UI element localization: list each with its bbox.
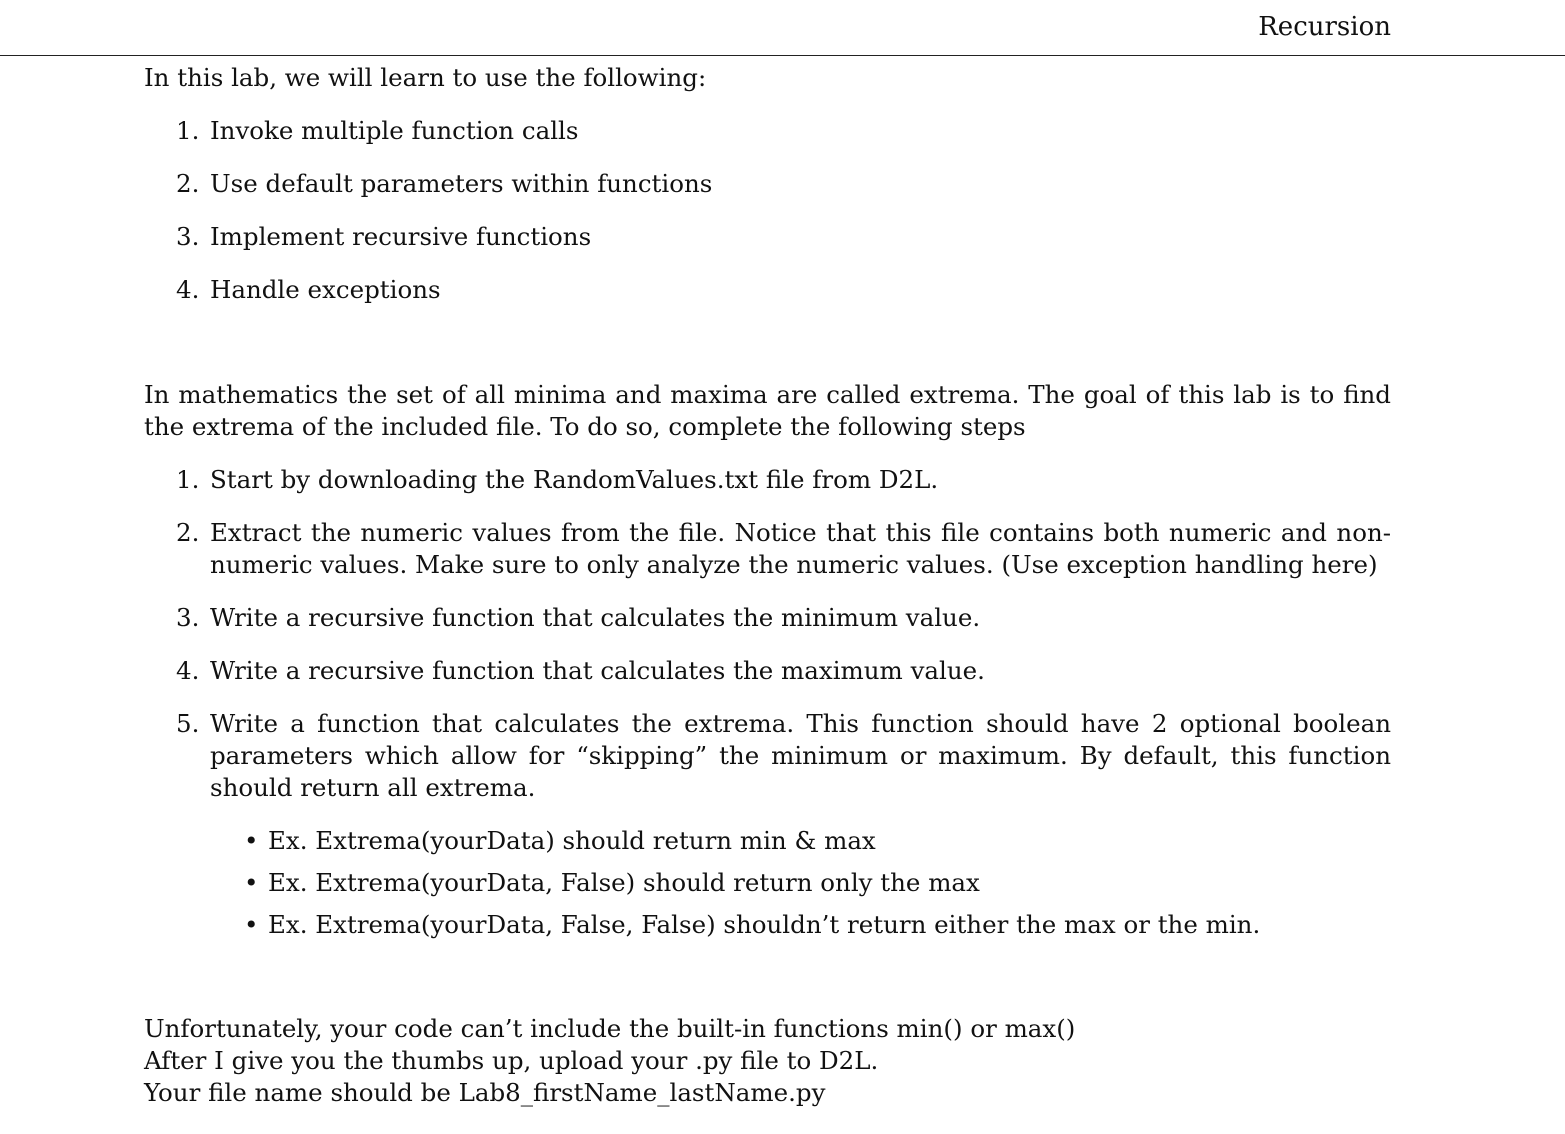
objective-item xyxy=(144,274,1391,306)
bullet-icon: • xyxy=(244,910,259,939)
intro-paragraph: In this lab, we will learn to use the following: xyxy=(144,63,707,92)
objective-text: Invoke multiple function calls xyxy=(210,116,579,145)
step-text: Write a recursive function that calculates the minimum value. xyxy=(210,603,981,632)
step-text: Write a function that calculates the extrema. This function should have 2 optional boolean parameters which allow for “skipping” the minimum or maximum. By default, this function should return all extrema. xyxy=(210,709,1391,802)
bullet-icon: • xyxy=(244,868,259,897)
closing-line: Your file name should be Lab8_firstName_lastName.py xyxy=(144,1078,826,1107)
task-paragraph: In mathematics the set of all minima and maxima are called extrema. The goal of this lab is to find the extrema of the included file. To do so, complete the following steps xyxy=(144,380,1391,441)
example-text: Ex. Extrema(yourData, False) should return only the max xyxy=(268,868,980,897)
objective-number: 4. xyxy=(176,275,200,304)
bullet-icon: • xyxy=(244,826,259,855)
closing-line: After I give you the thumbs up, upload your .py file to D2L. xyxy=(144,1046,879,1075)
objective-number: 1. xyxy=(176,116,200,145)
objective-item xyxy=(144,168,1391,200)
objective-number: 3. xyxy=(176,222,200,251)
step-text: Write a recursive function that calculates the maximum value. xyxy=(210,656,985,685)
steps-list xyxy=(144,464,1391,941)
example-item xyxy=(210,909,1391,941)
example-item xyxy=(210,867,1391,899)
objectives-list xyxy=(144,115,1391,306)
step-number: 1. xyxy=(176,465,200,494)
step-item xyxy=(144,708,1391,941)
example-text: Ex. Extrema(yourData) should return min & max xyxy=(268,826,876,855)
step-text: Start by downloading the RandomValues.txt file from D2L. xyxy=(210,465,939,494)
step-text: Extract the numeric values from the file. Notice that this file contains both numeric and non-numeric values. Make sure to only analyze the numeric values. (Use exception handling here) xyxy=(210,518,1391,579)
objective-text: Use default parameters within functions xyxy=(210,169,713,198)
objective-item xyxy=(144,115,1391,147)
objective-number: 2. xyxy=(176,169,200,198)
step-number: 3. xyxy=(176,603,200,632)
header-divider xyxy=(0,55,1565,56)
page-header-title: Recursion xyxy=(1258,12,1391,42)
step-item xyxy=(144,517,1391,581)
step-item xyxy=(144,602,1391,634)
step-item xyxy=(144,655,1391,687)
example-text: Ex. Extrema(yourData, False, False) shouldn’t return either the max or the min. xyxy=(268,910,1261,939)
objective-item xyxy=(144,221,1391,253)
step-number: 2. xyxy=(176,518,200,547)
objective-text: Implement recursive functions xyxy=(210,222,592,251)
closing-notes xyxy=(144,1013,1391,1109)
objective-text: Handle exceptions xyxy=(210,275,441,304)
step-number: 5. xyxy=(176,709,200,738)
document-body xyxy=(144,62,1391,1109)
example-item xyxy=(210,825,1391,857)
examples-list xyxy=(210,825,1391,941)
step-number: 4. xyxy=(176,656,200,685)
step-item xyxy=(144,464,1391,496)
closing-line: Unfortunately, your code can’t include the built-in functions min() or max() xyxy=(144,1014,1076,1043)
